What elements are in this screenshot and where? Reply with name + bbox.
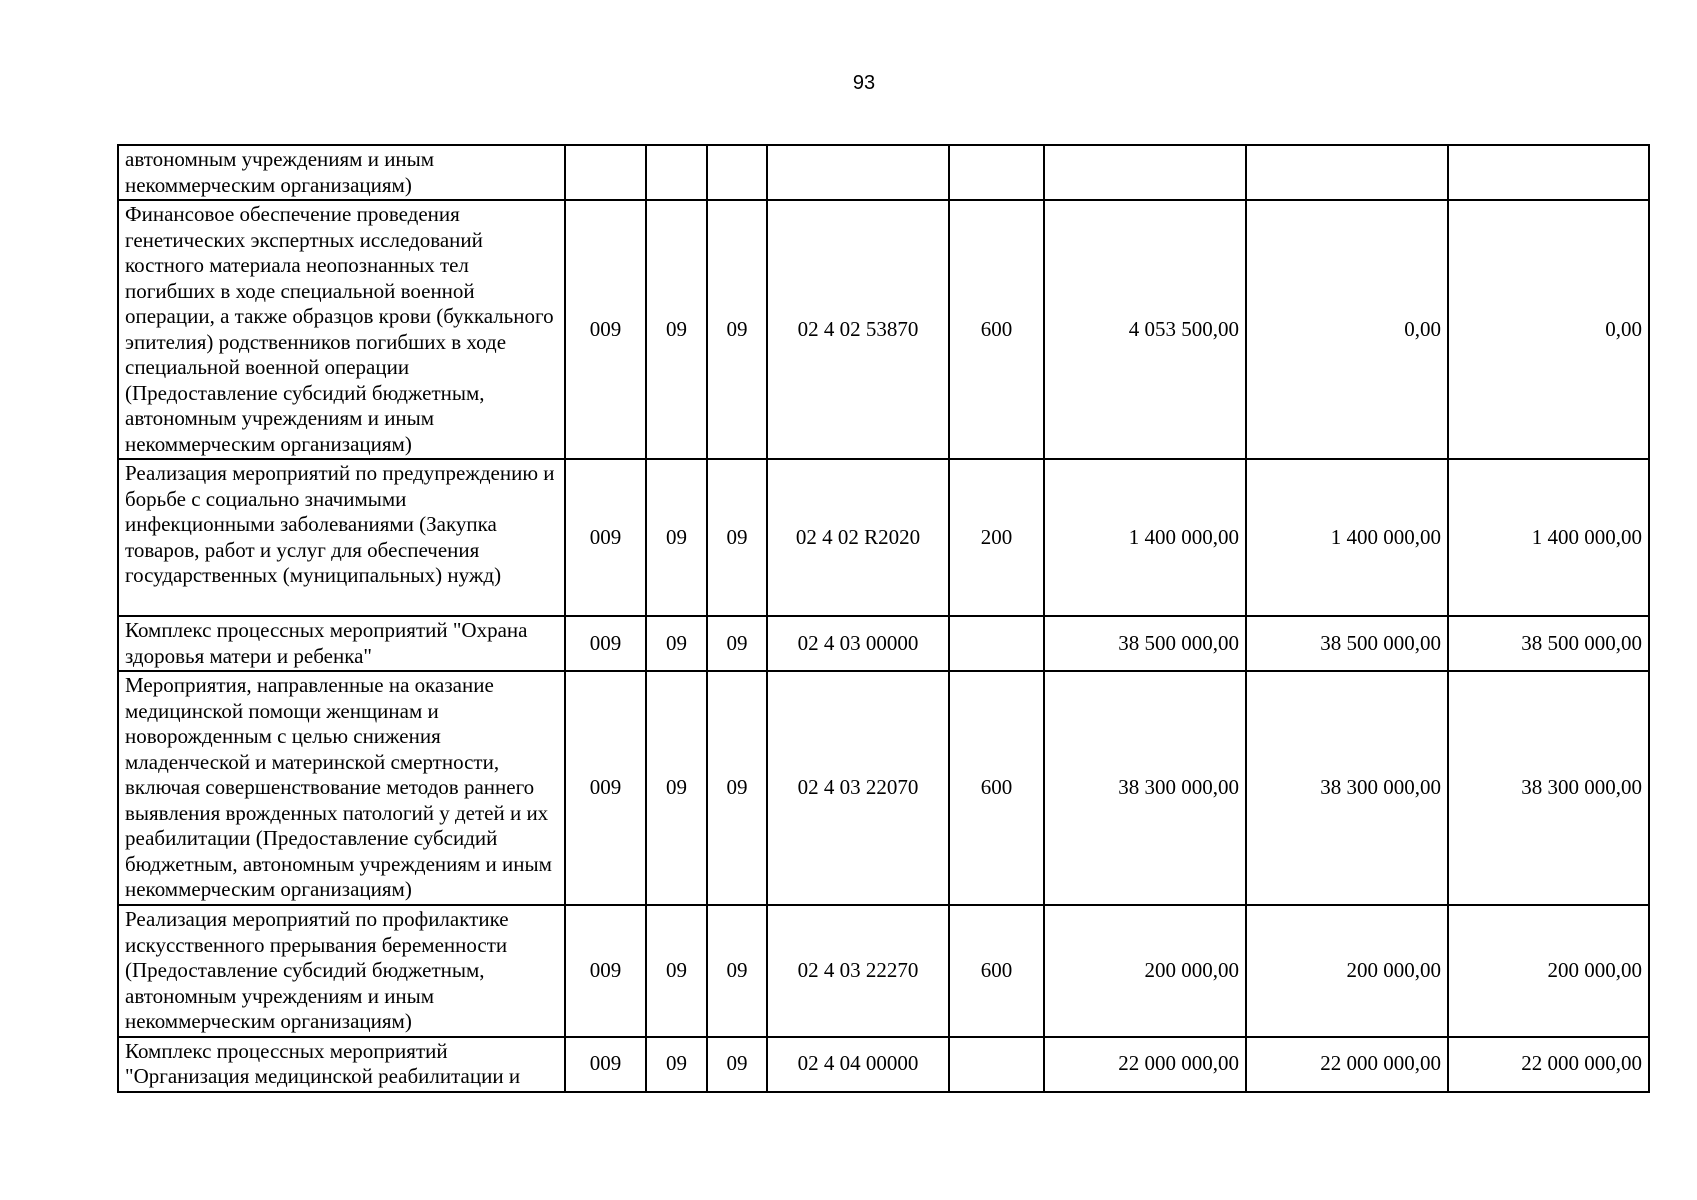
row-description: автономным учреждениям и иным некоммерческим организациям): [118, 145, 565, 200]
row-grbs-code: 009: [565, 905, 646, 1037]
row-subsection-code: 09: [707, 200, 767, 459]
row-description: Реализация мероприятий по профилактике искусственного прерывания беременности (Предоставление субсидий бюджетным, автономным учреждениям и иным некоммерческим организациям): [118, 905, 565, 1037]
row-section-code: 09: [646, 200, 707, 459]
row-amount-year-2: 38 500 000,00: [1246, 616, 1448, 671]
row-amount-year-1: 38 500 000,00: [1044, 616, 1246, 671]
row-expense-type: [949, 1037, 1044, 1092]
table-row: [118, 200, 1649, 459]
row-grbs-code: 009: [565, 459, 646, 616]
row-expense-type: 600: [949, 671, 1044, 905]
row-section-code: 09: [646, 671, 707, 905]
row-target-article: [767, 145, 949, 200]
row-expense-type: 600: [949, 200, 1044, 459]
row-grbs-code: 009: [565, 1037, 646, 1092]
row-amount-year-1: 38 300 000,00: [1044, 671, 1246, 905]
row-section-code: 09: [646, 459, 707, 616]
table-row: [118, 1037, 1649, 1092]
row-amount-year-1: 22 000 000,00: [1044, 1037, 1246, 1092]
row-amount-year-3: 38 300 000,00: [1448, 671, 1649, 905]
row-target-article: 02 4 02 R2020: [767, 459, 949, 616]
row-amount-year-2: 0,00: [1246, 200, 1448, 459]
row-expense-type: [949, 145, 1044, 200]
row-amount-year-3: 1 400 000,00: [1448, 459, 1649, 616]
row-subsection-code: 09: [707, 459, 767, 616]
row-amount-year-2: [1246, 145, 1448, 200]
row-subsection-code: [707, 145, 767, 200]
row-amount-year-3: 200 000,00: [1448, 905, 1649, 1037]
row-target-article: 02 4 03 22070: [767, 671, 949, 905]
row-target-article: 02 4 04 00000: [767, 1037, 949, 1092]
row-expense-type: [949, 616, 1044, 671]
row-grbs-code: 009: [565, 671, 646, 905]
row-amount-year-3: 0,00: [1448, 200, 1649, 459]
row-subsection-code: 09: [707, 616, 767, 671]
row-section-code: 09: [646, 905, 707, 1037]
row-grbs-code: 009: [565, 200, 646, 459]
row-amount-year-2: 22 000 000,00: [1246, 1037, 1448, 1092]
row-subsection-code: 09: [707, 1037, 767, 1092]
row-description: Реализация мероприятий по предупреждению и борьбе с социально значимыми инфекционными заболеваниями (Закупка товаров, работ и услуг для обеспечения государственных (муниципальных) нужд): [118, 459, 565, 616]
row-grbs-code: [565, 145, 646, 200]
table-row: [118, 459, 1649, 616]
row-amount-year-1: 200 000,00: [1044, 905, 1246, 1037]
row-amount-year-3: 38 500 000,00: [1448, 616, 1649, 671]
row-target-article: 02 4 03 00000: [767, 616, 949, 671]
row-expense-type: 600: [949, 905, 1044, 1037]
row-amount-year-3: [1448, 145, 1649, 200]
row-subsection-code: 09: [707, 671, 767, 905]
row-description: Комплекс процессных мероприятий "Организация медицинской реабилитации и: [118, 1037, 565, 1092]
row-description: Мероприятия, направленные на оказание медицинской помощи женщинам и новорожденным с целью снижения младенческой и материнской смертности, включая совершенствование методов раннего выявления врожденных патологий у детей и их реабилитации (Предоставление субсидий бюджетным, автономным учреждениям и иным некоммерческим организациям): [118, 671, 565, 905]
row-amount-year-2: 200 000,00: [1246, 905, 1448, 1037]
row-amount-year-1: 4 053 500,00: [1044, 200, 1246, 459]
table-row: [118, 905, 1649, 1037]
row-target-article: 02 4 03 22270: [767, 905, 949, 1037]
row-section-code: 09: [646, 1037, 707, 1092]
row-amount-year-2: 1 400 000,00: [1246, 459, 1448, 616]
table-row: [118, 145, 1649, 200]
row-description: Финансовое обеспечение проведения генетических экспертных исследований костного материала неопознанных тел погибших в ходе специальной военной операции, а также образцов крови (буккального эпителия) родственников погибших в ходе специальной военной операции (Предоставление субсидий бюджетным, автономным учреждениям и иным некоммерческим организациям): [118, 200, 565, 459]
table-row: [118, 671, 1649, 905]
table-row: [118, 616, 1649, 671]
row-amount-year-2: 38 300 000,00: [1246, 671, 1448, 905]
row-description: Комплекс процессных мероприятий "Охрана здоровья матери и ребенка": [118, 616, 565, 671]
row-subsection-code: 09: [707, 905, 767, 1037]
row-amount-year-3: 22 000 000,00: [1448, 1037, 1649, 1092]
row-amount-year-1: [1044, 145, 1246, 200]
row-section-code: 09: [646, 616, 707, 671]
page-number: 93: [852, 72, 876, 94]
row-grbs-code: 009: [565, 616, 646, 671]
budget-table: [117, 144, 1650, 1093]
row-section-code: [646, 145, 707, 200]
row-expense-type: 200: [949, 459, 1044, 616]
row-amount-year-1: 1 400 000,00: [1044, 459, 1246, 616]
row-target-article: 02 4 02 53870: [767, 200, 949, 459]
